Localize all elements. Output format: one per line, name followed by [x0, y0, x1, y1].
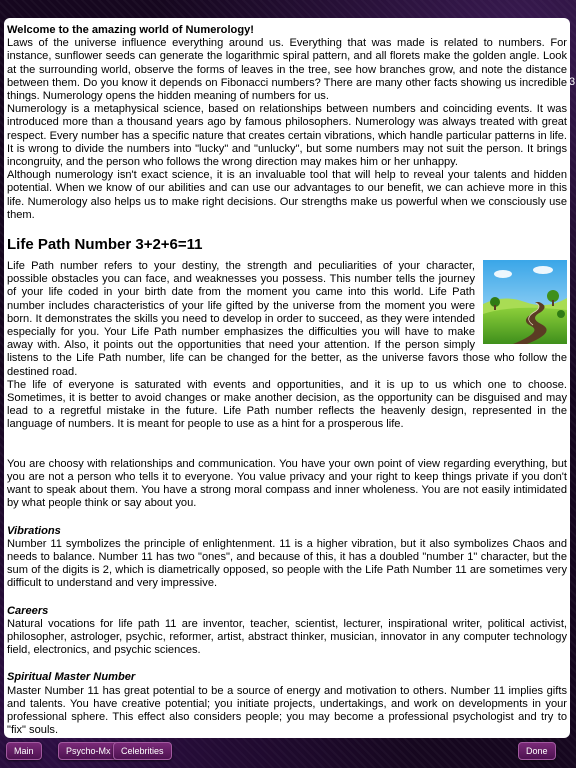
careers-paragraph: Natural vocations for life path 11 are inventor, teacher, scientist, lecturer, inspirational writer, political activist, philosopher, astrologer, psychic, reformer, artist, abstract thinker, musician, innovator in any computer technology field, electronics, and psychic sciences.: [7, 617, 567, 657]
careers-heading: Careers: [7, 604, 49, 617]
psycho-mx-button[interactable]: Psycho-Mx: [58, 742, 119, 760]
spiritual-paragraph-1: Master Number 11 has great potential to be a source of energy and motivation to others. Number 11 implies gifts and talents. You have creative potential; you initiate projects, undertakings, and work on developments in your professional sphere. This effect also considers people; you may become a professional psychologist and try to "fix" souls.: [7, 684, 567, 737]
spacer: [7, 432, 567, 458]
welcome-title: Welcome to the amazing world of Numerology!: [7, 24, 254, 36]
spiritual-paragraph-2: [7, 737, 567, 738]
life-path-paragraph-2: The life of everyone is saturated with events and opportunities, and it is up to us which one to choose. Sometimes, it is better to avoid changes or make another decision, as the opportunity can be disguised and may lead to a regretful mistake in the future. Life Path number reflects the heavenly design, represented in the language of numbers. It is meant for people to use as a hint for a prosperous life.: [7, 378, 567, 431]
welcome-paragraph-3: Although numerology isn't exact science, it is an invaluable tool that will help to reveal your talents and hidden potential. When we know of our abilities and can use our advantages to our benefit, we can achieve more in this life. Numerology also helps us to make right decisions. Our strengths make us powerful when we consciously use them.: [7, 169, 567, 221]
vibrations-heading: Vibrations: [7, 524, 61, 537]
life-path-personal-paragraph: You are choosy with relationships and communication. You have your own point of view regarding everything, but you are not a person who tells it to everyone. You value privacy and your right to keep things private if you don't want to speak about them. You have a strong moral compass and inner wholeness. You are not easily intimidated by what people think or say about you.: [7, 457, 567, 510]
side-marker: 3: [569, 76, 576, 88]
article-scroll-area[interactable]: [4, 18, 570, 738]
content-panel[interactable]: [4, 18, 570, 738]
welcome-paragraph-1: Laws of the universe influence everything around us. Everything that was made is related to numbers. For instance, sunflower seeds can generate the logarithmic spiral pattern, and all florets make the golden angle. Look at the surrounding world, observe the forms of leaves in the tree, see how branches grow, and note the distance between them. Do you know it depends on Fibonacci numbers? There are many other facts showing us incredible things. Numerology opens the hidden meaning of numbers for us.: [7, 37, 567, 103]
life-path-paragraph-1: Life Path number refers to your destiny, the strength and peculiarities of your character, possible obstacles you can face, and weaknesses you possess. This number tells the journey of your life coded in your birth date from the moment you came into this world. Life Path number includes characteristics of your life gifted by the universe from the moment you were born. It demonstrates the skills you need to develop in order to succeed, as they were intended especially for you. Your Life Path number emphasizes the difficulties you will have to make away with. Also, it points out the opportunities that need your attention. If the person simply listens to the Life Path number, life can be changed for the better, as the universe favors those who follow the destined road.: [7, 260, 567, 378]
life-path-heading: Life Path Number 3+2+6=11: [7, 236, 203, 254]
welcome-paragraph-2: Numerology is a metaphysical science, based on relationships between numbers and coinciding events. It was introduced more than a thousand years ago by famous philosophers. Numerology was always treated with great respect. Every number has a specific nature that creates certain vibrations, which handle particular patterns in life. It is wrong to divide the numbers into "lucky" and "unlucky", but some numbers may not suit the person. It brings incongruity, and the person who follows the wrong direction may makes him or her unhappy.: [7, 103, 567, 169]
winding-road-landscape-icon: [483, 260, 567, 344]
vibrations-paragraph: Number 11 symbolizes the principle of enlightenment. 11 is a higher vibration, but it also symbolizes Chaos and needs to balance. Number 11 has two "ones", and because of this, it has a doubled "number 1" character, but the sum of the digits is 2, which is diametrically opposed, so people with the Life Path Number 11 are sometimes very difficult to understand and very impressive.: [7, 537, 567, 590]
spiritual-master-heading: Spiritual Master Number: [7, 671, 136, 684]
bottom-toolbar: [0, 740, 576, 768]
done-button[interactable]: Done: [518, 742, 556, 760]
main-button[interactable]: Main: [6, 742, 42, 760]
celebrities-button[interactable]: Celebrities: [113, 742, 172, 760]
